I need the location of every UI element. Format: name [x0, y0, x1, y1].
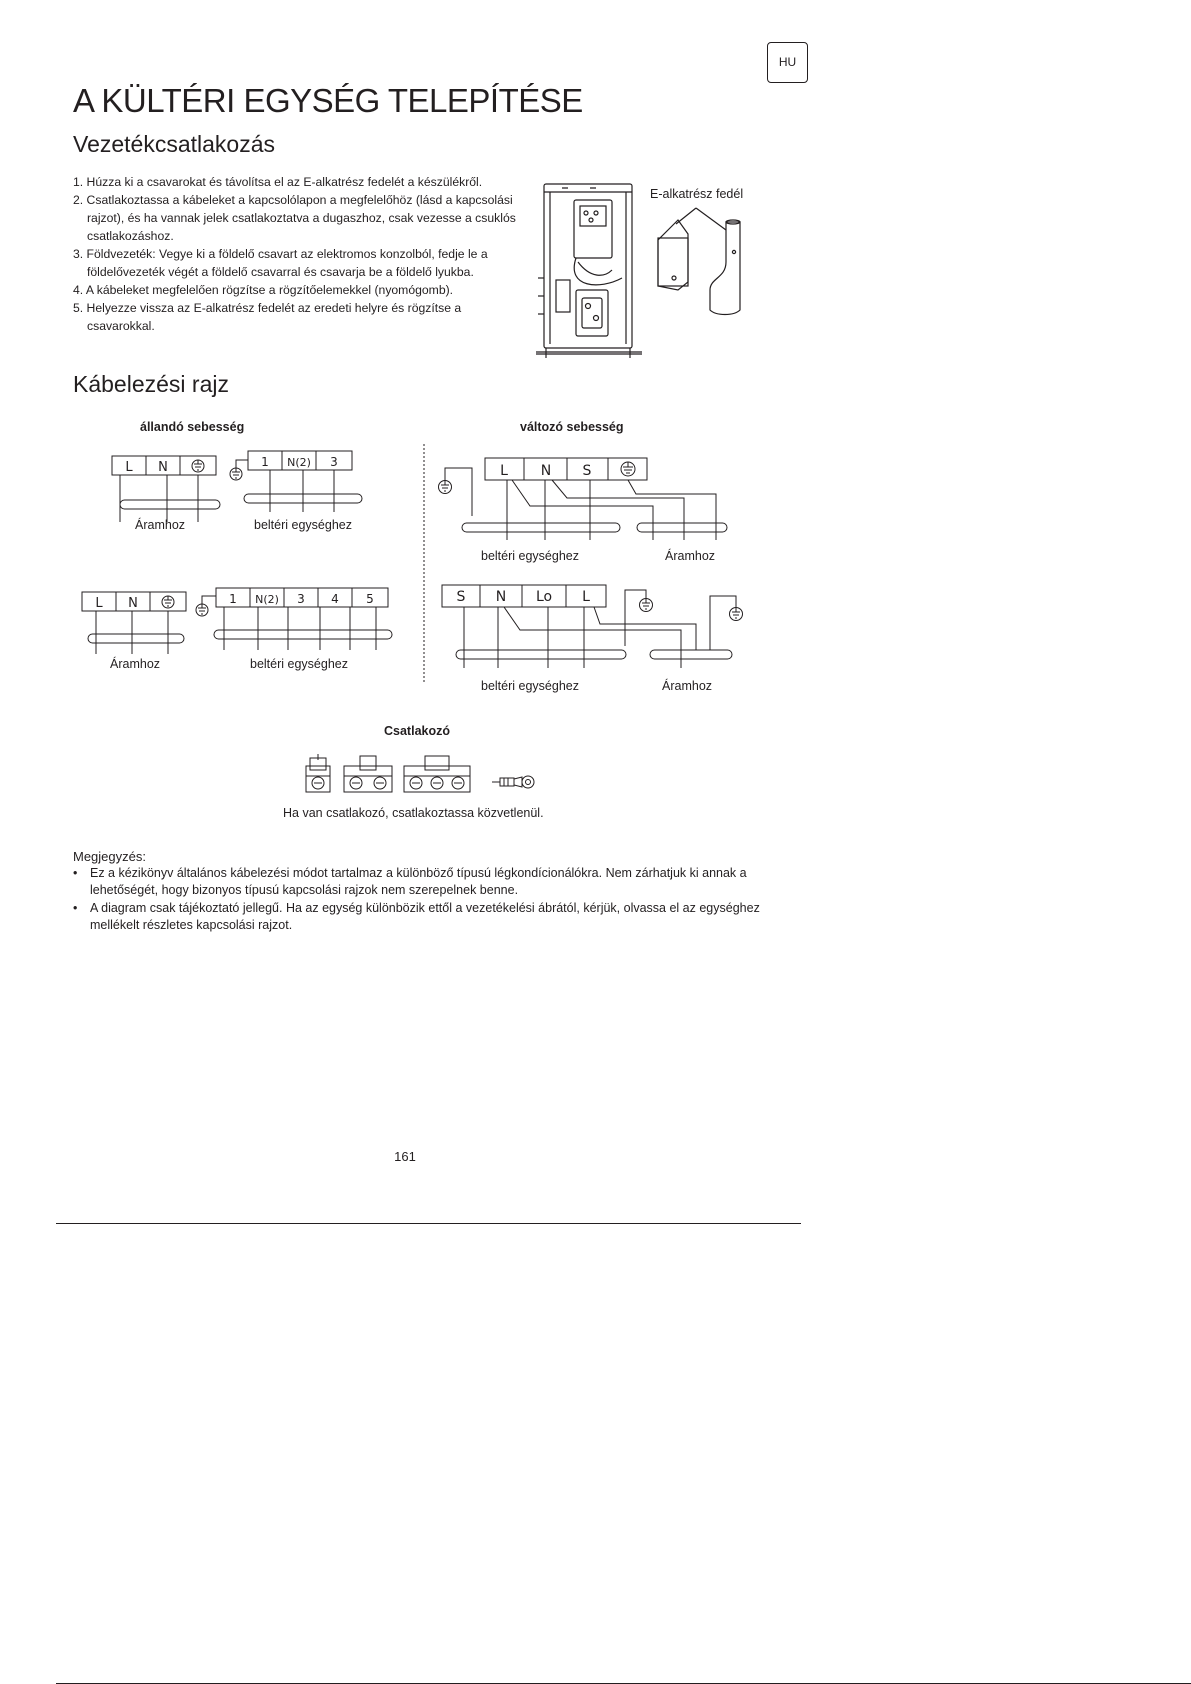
unit-body	[544, 184, 632, 348]
terminal-label: L	[500, 463, 508, 479]
wiring-diagram-area	[70, 440, 760, 690]
var1-indoor-label: beltéri egységhez	[481, 549, 579, 563]
connector-1-pole	[306, 754, 330, 792]
ground-icon	[730, 607, 743, 621]
variable-speed-diagram-1	[439, 458, 728, 540]
e-part-cover-label: E-alkatrész fedél	[650, 187, 744, 201]
outdoor-unit-illustration	[530, 178, 765, 360]
ground-icon	[162, 596, 174, 608]
var2-indoor-label: beltéri egységhez	[481, 679, 579, 693]
terminal-label: 1	[229, 592, 237, 606]
fixed1-power-label: Áramhoz	[135, 518, 186, 532]
terminal-label: 3	[330, 455, 338, 469]
wiring-step: 5. Helyezze vissza az E-alkatrész fedelét az eredeti helyre és rögzítse a csavarokkal.	[73, 301, 462, 333]
connector-illustration	[300, 752, 540, 796]
fixed-speed-diagram-1	[112, 451, 362, 522]
variable-speed-title: változó sebesség	[520, 420, 624, 434]
terminal-label: N	[495, 589, 507, 605]
terminal-label: Lo	[535, 589, 553, 605]
fixed2-indoor-label: beltéri egységhez	[250, 657, 348, 671]
terminal-label: N	[128, 596, 138, 611]
notes-title: Megjegyzés:	[73, 849, 146, 864]
terminal-label: N(2)	[287, 456, 311, 469]
section-heading-wiring: Vezetékcsatlakozás	[73, 131, 276, 157]
wiring-step: 2. Csatlakoztassa a kábeleket a kapcsolólapon a megfelelőhöz (lásd a kapcsolási rajzot), és ha vannak jelek csatlakoztatva a dugaszhoz, csak vezesse a csuklós csatlakozáshoz.	[73, 193, 516, 243]
notes-list	[73, 865, 763, 935]
terminal-label: N	[540, 463, 552, 479]
page-number: 161	[394, 1149, 416, 1164]
terminal-label: 1	[261, 455, 269, 469]
page-separator-line	[56, 1223, 801, 1224]
terminal-label: S	[582, 463, 592, 479]
terminal-label: N	[158, 460, 168, 475]
connector-title: Csatlakozó	[384, 724, 450, 738]
fixed2-power-label: Áramhoz	[110, 657, 161, 671]
ground-icon	[439, 480, 452, 494]
connector-2-pole	[344, 756, 392, 792]
terminal-label: S	[456, 589, 466, 605]
terminal-label: L	[582, 589, 590, 605]
fixed1-indoor-label: beltéri egységhez	[254, 518, 352, 532]
variable-speed-diagram-2	[442, 585, 743, 668]
ground-icon	[621, 462, 635, 476]
section-heading-diagram: Kábelezési rajz	[73, 371, 229, 397]
terminal-label: L	[125, 460, 133, 475]
note-item: • Ez a kézikönyv általános kábelezési módot tartalmaz a különböző típusú légkondícionálókra. Nem zárhatjuk ki annak a lehetőségét, hogy bizonyos típusú kapcsolási rajzok nem szerepelnek benne.	[73, 865, 763, 899]
terminal-label: 3	[297, 592, 305, 606]
ground-icon	[640, 598, 653, 612]
terminal-label: 5	[366, 592, 374, 606]
fixed-speed-diagram-2	[82, 588, 392, 654]
terminal-label: 4	[331, 592, 339, 606]
ground-icon	[196, 604, 208, 616]
wiring-steps-list	[73, 173, 523, 335]
terminal-label: N(2)	[255, 593, 279, 606]
terminal-label: L	[95, 596, 103, 611]
e-part-cover-side	[710, 222, 740, 315]
wiring-step: 3. Földvezeték: Vegye ki a földelő csavart az elektromos konzolból, fedje le a földelővezeték végét a földelő csavarral és csavarja be a földelő lyukba.	[73, 247, 488, 279]
connector-caption: Ha van csatlakozó, csatlakoztassa közvetlenül.	[283, 806, 544, 820]
ground-icon	[192, 460, 204, 472]
var2-power-label: Áramhoz	[662, 679, 713, 693]
fixed-speed-title: állandó sebesség	[140, 420, 245, 434]
var1-power-label: Áramhoz	[665, 549, 716, 563]
page-title: A KÜLTÉRI EGYSÉG TELEPÍTÉSE	[73, 82, 583, 119]
wiring-step: 4. A kábeleket megfelelően rögzítse a rögzítőelemekkel (nyomógomb).	[73, 283, 454, 297]
wiring-step: 1. Húzza ki a csavarokat és távolítsa el az E-alkatrész fedelét a készülékről.	[73, 175, 483, 189]
note-item: • A diagram csak tájékoztató jellegű. Ha az egység különbözik ettől a vezetékelési ábrától, kérjük, olvassa el az egységhez mellékelt részletes kapcsolási rajzot.	[73, 900, 763, 934]
ring-terminal-icon	[492, 776, 534, 788]
connector-3-pole	[404, 756, 470, 792]
ground-icon	[230, 468, 242, 480]
language-badge: HU	[767, 42, 808, 83]
